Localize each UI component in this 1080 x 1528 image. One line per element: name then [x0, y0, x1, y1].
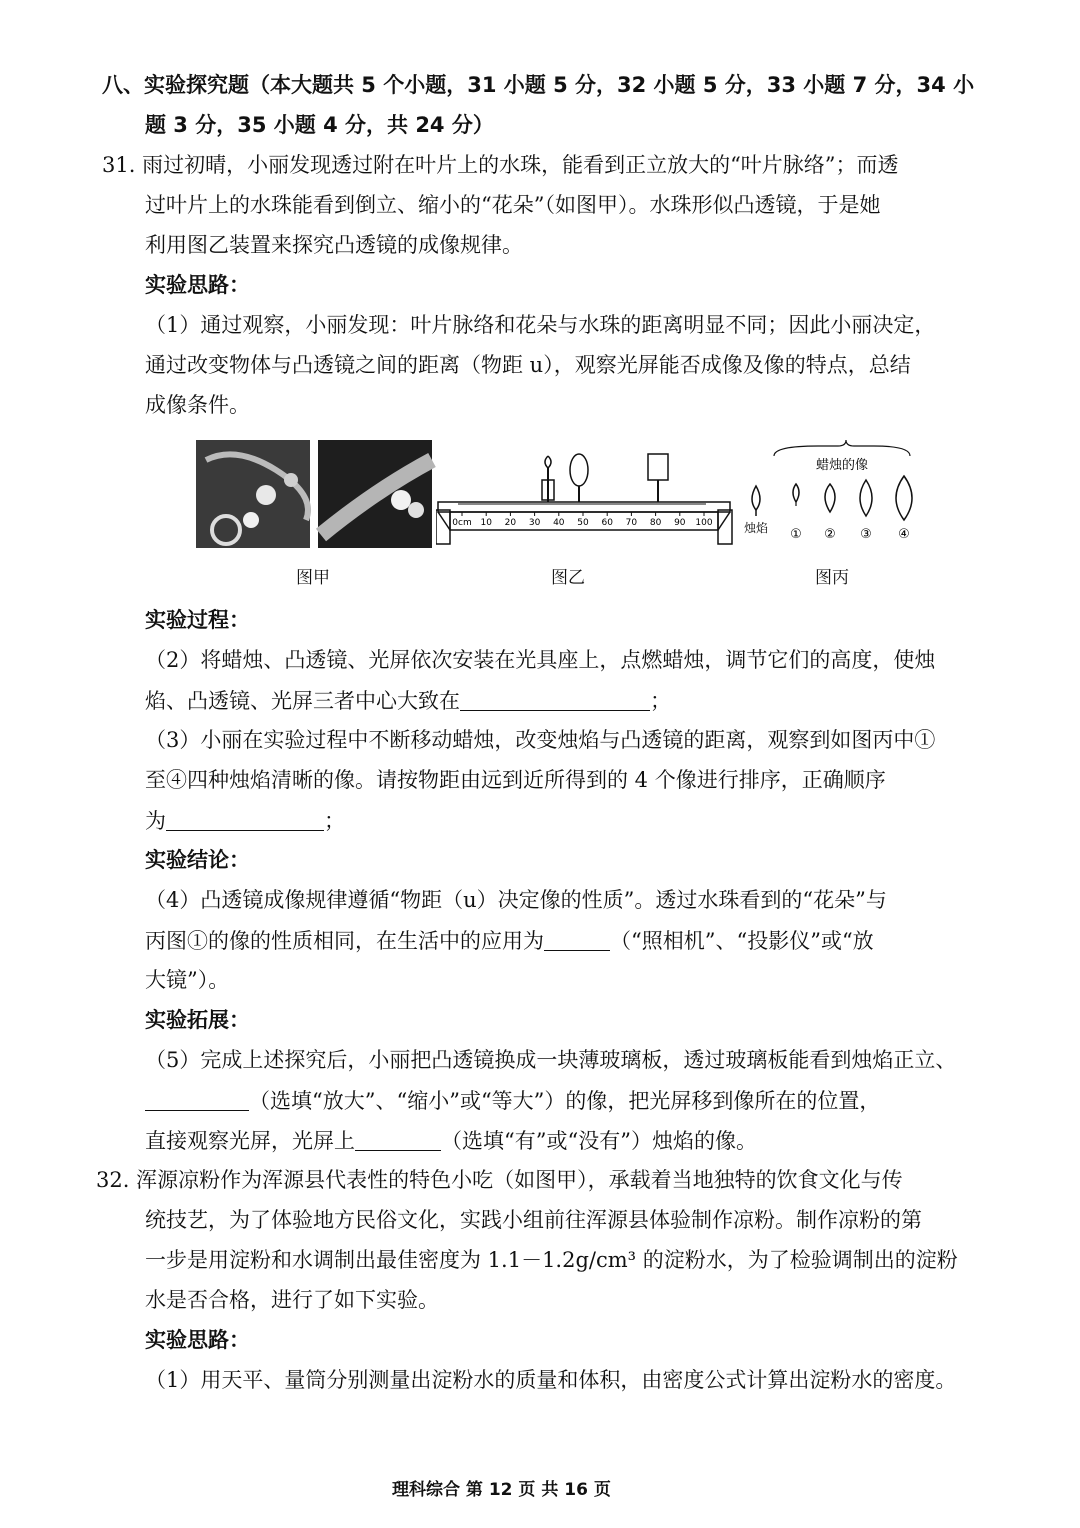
q31-p3-text: 为: [145, 809, 166, 833]
q31-p5-text-3a: 直接观察光屏，光屏上: [145, 1129, 355, 1153]
q31-p5-text-2: （选填“放大”、“缩小”或“等大”）的像，把光屏移到像所在的位置，: [249, 1089, 881, 1113]
q31-p1-line3: 成像条件。: [145, 393, 250, 417]
q31-p2-end: ；: [650, 689, 671, 713]
q31-answer-blank-5a[interactable]: [145, 1090, 249, 1111]
q31-p4-line1: （4）凸透镜成像规律遵循“物距（u）决定像的性质”。透过水珠看到的“花朵”与: [145, 888, 887, 912]
q31-intro-line1: 31. 雨过初晴，小丽发现透过附在叶片上的水珠，能看到正立放大的“叶片脉络”；而透: [102, 153, 899, 177]
bench-scale-label: 80: [649, 518, 662, 528]
q32-intro-line2: 统技艺，为了体验地方民俗文化，实践小组前往浑源县体验制作凉粉。制作凉粉的第: [145, 1208, 922, 1232]
q32-heading-idea: 实验思路：: [145, 1328, 250, 1352]
caption-jia: 图甲: [296, 568, 330, 588]
q32-intro-line1: 32. 浑源凉粉作为浑源县代表性的特色小吃（如图甲），承载着当地独特的饮食文化与传: [96, 1168, 903, 1192]
bench-scale-label: 100: [695, 518, 713, 528]
q32-p1: （1）用天平、量筒分别测量出淀粉水的质量和体积，由密度公式计算出淀粉水的密度。: [145, 1368, 957, 1392]
q31-heading-extension: 实验拓展：: [145, 1008, 250, 1032]
figure-jia-photos: [196, 440, 436, 550]
bench-scale-label: 50: [577, 518, 589, 528]
q31-p3-line2: 至④四种烛焰清晰的像。请按物距由远到近所得到的 4 个像进行排序，正确顺序: [145, 768, 886, 792]
q31-answer-blank-4[interactable]: [544, 930, 610, 951]
q31-p5-line3: [145, 1130, 757, 1152]
q31-p2-text: 焰、凸透镜、光屏三者中心大致在: [145, 689, 460, 713]
q31-p2-line2: [145, 690, 671, 712]
bing-number-2: ②: [824, 527, 836, 542]
q31-p3-end: ；: [324, 809, 345, 833]
q31-heading-idea: 实验思路：: [145, 273, 250, 297]
q31-p3-line3: [145, 810, 345, 832]
bench-scale-label: 40: [553, 518, 565, 528]
figure-bing-candle-images: [738, 440, 928, 550]
q32-intro-line3: 一步是用淀粉和水调制出最佳密度为 1.1－1.2g/cm³ 的淀粉水，为了检验调制出的淀粉: [145, 1248, 958, 1272]
bing-number-4: ④: [898, 527, 910, 542]
caption-bing: 图丙: [815, 568, 849, 588]
q31-heading-conclusion: 实验结论：: [145, 848, 250, 872]
q31-p4-text-a: 丙图①的像的性质相同，在生活中的应用为: [145, 929, 544, 953]
q31-heading-process: 实验过程：: [145, 608, 250, 632]
bench-scale-label: 70: [625, 518, 638, 528]
q31-p2-line1: （2）将蜡烛、凸透镜、光屏依次安装在光具座上，点燃蜡烛，调节它们的高度，使烛: [145, 648, 936, 672]
q31-p1-line1: （1）通过观察，小丽发现：叶片脉络和花朵与水珠的距离明显不同；因此小丽决定，: [145, 313, 936, 337]
section-title-line2: 题 3 分，35 小题 4 分，共 24 分）: [145, 113, 494, 137]
q31-p5-line1: （5）完成上述探究后，小丽把凸透镜换成一块薄玻璃板，透过玻璃板能看到烛焰正立、: [145, 1048, 957, 1072]
section-title-line1: 八、实验探究题（本大题共 5 个小题，31 小题 5 分，32 小题 5 分，33 小题 7 分，34 小: [102, 73, 975, 97]
q31-p4-text-b: （“照相机”、“投影仪”或“放: [610, 929, 874, 953]
q31-p4-line2: [145, 930, 874, 952]
bench-scale-label: 30: [528, 518, 541, 528]
bing-number-1: ①: [790, 527, 802, 542]
q32-intro-line4: 水是否合格，进行了如下实验。: [145, 1288, 439, 1312]
q31-p1-line2: 通过改变物体与凸透镜之间的距离（物距 u），观察光屏能否成像及像的特点，总结: [145, 353, 911, 377]
q31-p4-line3: 大镜”）。: [145, 968, 230, 992]
bench-scale-label: 90: [674, 518, 686, 528]
bench-scale-label: 20: [504, 518, 517, 528]
q31-p5-line2: [145, 1090, 880, 1112]
bing-title: 蜡烛的像: [815, 458, 869, 473]
figure-yi-optical-bench: [436, 450, 736, 555]
caption-yi: 图乙: [551, 568, 585, 588]
bench-scale-label: 0cm: [452, 518, 472, 528]
q31-p5-text-3b: （选填“有”或“没有”）烛焰的像。: [441, 1129, 757, 1153]
q31-answer-blank-3[interactable]: [166, 810, 324, 831]
bench-scale-label: 60: [601, 518, 613, 528]
bing-flame-label: 烛焰: [743, 521, 769, 535]
page-footer: 理科综合 第 12 页 共 16 页: [392, 1480, 611, 1500]
q31-intro-line2: 过叶片上的水珠能看到倒立、缩小的“花朵”（如图甲）。水珠形似凸透镜，于是她: [145, 193, 881, 217]
q31-intro-line3: 利用图乙装置来探究凸透镜的成像规律。: [145, 233, 523, 257]
q31-p3-line1: （3）小丽在实验过程中不断移动蜡烛，改变烛焰与凸透镜的距离，观察到如图丙中①: [145, 728, 936, 752]
bing-number-3: ③: [860, 527, 872, 542]
bench-scale-label: 10: [480, 518, 492, 528]
q31-answer-blank-5b[interactable]: [355, 1130, 441, 1151]
q31-answer-blank-2[interactable]: [460, 690, 650, 711]
